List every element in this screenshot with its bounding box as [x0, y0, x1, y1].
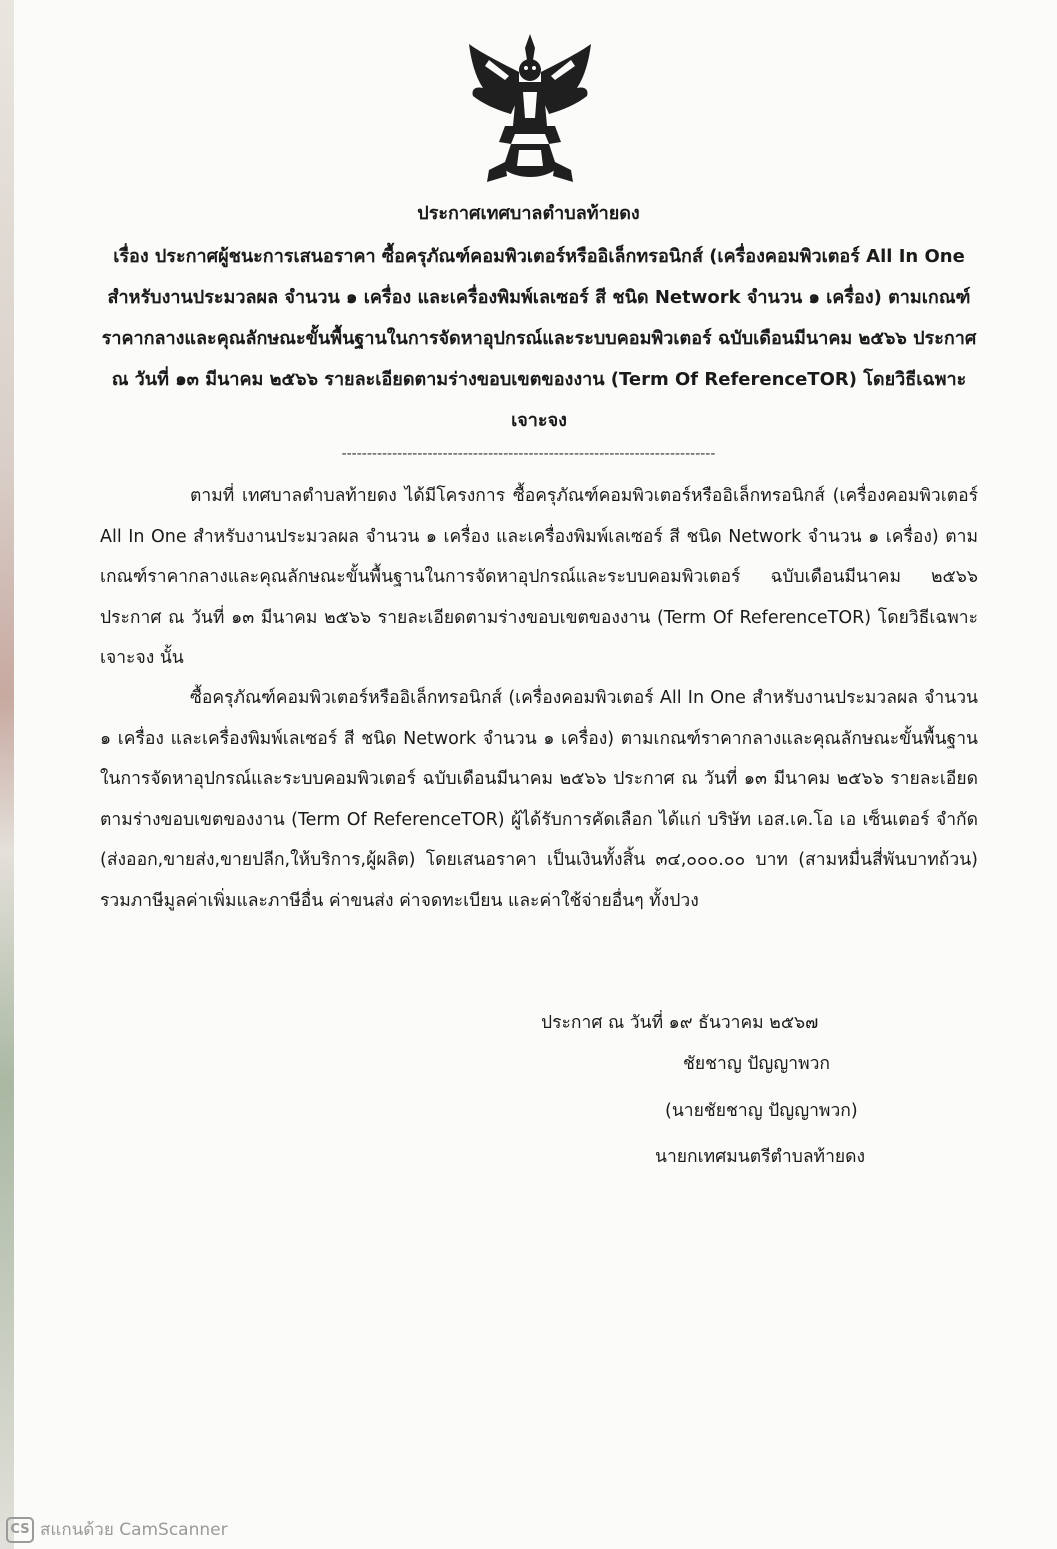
document-subject: เรื่อง ประกาศผู้ชนะการเสนอราคา ซื้อครุภัณฑ์คอมพิวเตอร์หรืออิเล็กทรอนิกส์ (เครื่องคอมพิวเตอร์ All In One สำหรับงานประมวลผล จำนวน ๑ เครื่อง และเครื่องพิมพ์เลเซอร์ สี ชนิด Network จำนวน ๑ เครื่อง) ตามเกณฑ์ราคากลางและคุณลักษณะขั้นพื้นฐานในการจัดหาอุปกรณ์และระบบคอมพิวเตอร์ ฉบับเดือนมีนาคม ๒๕๖๖ ประกาศ ณ วันที่ ๑๓ มีนาคม ๒๕๖๖ รายละเอียดตามร่างขอบเขตของงาน (Term Of ReferenceTOR) โดยวิธีเฉพาะเจาะจง	[101, 246, 977, 431]
signer-position: นายกเทศมนตรีตำบลท้ายดง	[655, 1147, 866, 1167]
camscanner-text: สแกนด้วย CamScanner	[40, 1520, 228, 1540]
camscanner-logo-icon: CS	[6, 1517, 34, 1543]
signer-printed-name: (นายชัยชาญ ปัญญาพวก)	[665, 1101, 858, 1121]
document-heading: ประกาศเทศบาลตำบลท้ายดง	[417, 203, 640, 224]
garuda-emblem-icon	[465, 30, 595, 190]
camscanner-watermark	[6, 1516, 228, 1543]
announcement-date: ประกาศ ณ วันที่ ๑๙ ธันวาคม ๒๕๖๗	[541, 1013, 819, 1033]
scan-edge	[0, 0, 14, 1549]
divider-line: --------------------------------------------------------------------------	[341, 446, 716, 462]
body-paragraph-1: ตามที่ เทศบาลตำบลท้ายดง ได้มีโครงการ ซื้อครุภัณฑ์คอมพิวเตอร์หรืออิเล็กทรอนิกส์ (เครื่องคอมพิวเตอร์ All In One สำหรับงานประมวลผล จำนวน ๑ เครื่อง และเครื่องพิมพ์เลเซอร์ สี ชนิด Network จำนวน ๑ เครื่อง) ตามเกณฑ์ราคากลางและคุณลักษณะขั้นพื้นฐานในการจัดหาอุปกรณ์และระบบคอมพิวเตอร์ ฉบับเดือนมีนาคม ๒๕๖๖ ประกาศ ณ วันที่ ๑๓ มีนาคม ๒๕๖๖ รายละเอียดตามร่างขอบเขตของงาน (Term Of ReferenceTOR) โดยวิธีเฉพาะเจาะจง นั้น	[100, 486, 978, 669]
signature-handwritten: ชัยชาญ ปัญญาพวก	[683, 1054, 831, 1074]
body-paragraph-2: ซื้อครุภัณฑ์คอมพิวเตอร์หรืออิเล็กทรอนิกส์ (เครื่องคอมพิวเตอร์ All In One สำหรับงานประมวลผล จำนวน ๑ เครื่อง และเครื่องพิมพ์เลเซอร์ สี ชนิด Network จำนวน ๑ เครื่อง) ตามเกณฑ์ราคากลางและคุณลักษณะขั้นพื้นฐานในการจัดหาอุปกรณ์และระบบคอมพิวเตอร์ ฉบับเดือนมีนาคม ๒๕๖๖ ประกาศ ณ วันที่ ๑๓ มีนาคม ๒๕๖๖ รายละเอียดตามร่างขอบเขตของงาน (Term Of ReferenceTOR) ผู้ได้รับการคัดเลือก ได้แก่ บริษัท เอส.เค.โอ เอ เซ็นเตอร์ จำกัด (ส่งออก,ขายส่ง,ขายปลีก,ให้บริการ,ผู้ผลิต) โดยเสนอราคา เป็นเงินทั้งสิ้น ๓๔,๐๐๐.๐๐ บาท (สามหมื่นสี่พันบาทถ้วน) รวมภาษีมูลค่าเพิ่มและภาษีอื่น ค่าขนส่ง ค่าจดทะเบียน และค่าใช้จ่ายอื่นๆ ทั้งปวง	[100, 688, 978, 911]
